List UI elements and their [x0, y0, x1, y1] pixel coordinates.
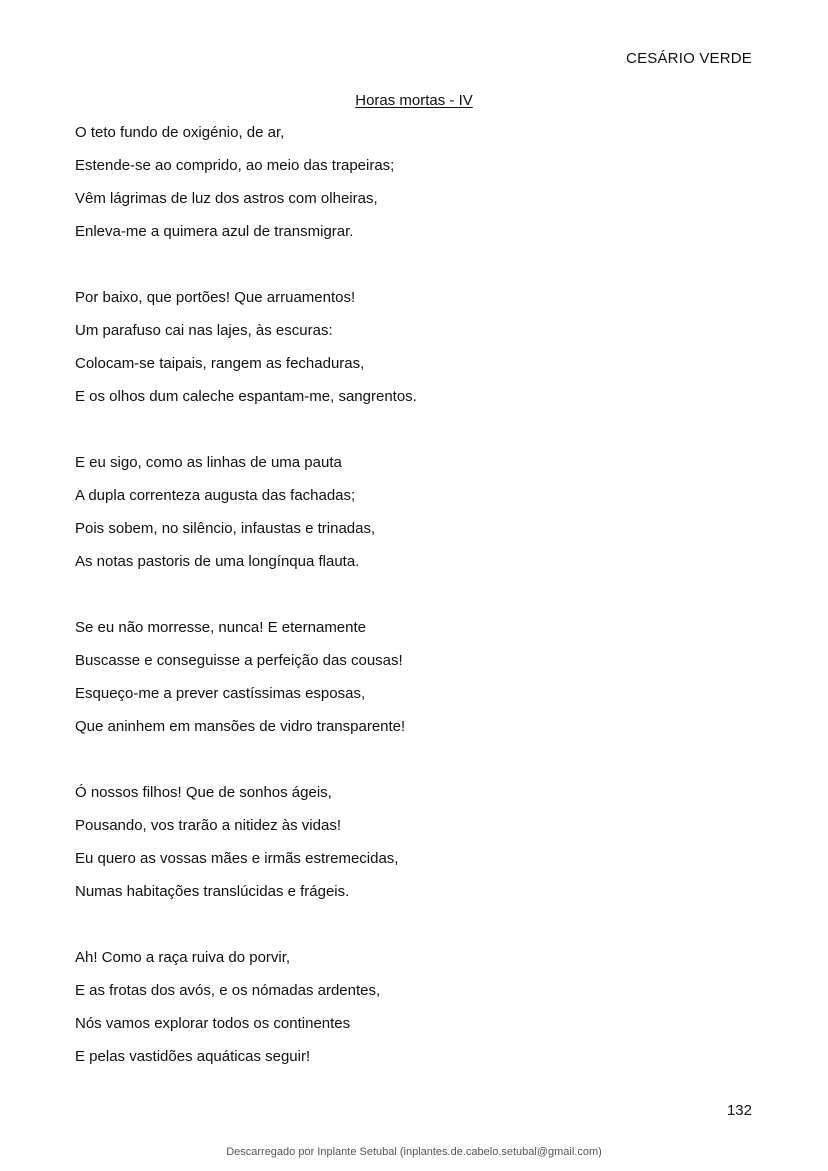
stanza-4 — [75, 617, 755, 749]
stanza-6 — [75, 947, 755, 1079]
verse-line: Colocam-se taipais, rangem as fechaduras, — [75, 355, 365, 372]
verse-line: E as frotas dos avós, e os nómadas ardentes, — [75, 982, 381, 999]
verse-line: Buscasse e conseguisse a perfeição das cousas! — [75, 652, 403, 669]
verse-line: Que aninhem em mansões de vidro transparente! — [75, 718, 406, 735]
verse-line: Por baixo, que portões! Que arruamentos! — [75, 289, 356, 306]
header-author: CESÁRIO VERDE — [626, 50, 752, 67]
verse-line: Pois sobem, no silêncio, infaustas e trinadas, — [75, 520, 376, 537]
verse-line: Se eu não morresse, nunca! E eternamente — [75, 619, 367, 636]
verse-line: Esqueço-me a prever castíssimas esposas, — [75, 685, 366, 702]
verse-line: Nós vamos explorar todos os continentes — [75, 1015, 351, 1032]
verse-line: E eu sigo, como as linhas de uma pauta — [75, 454, 342, 471]
verse-line: E os olhos dum caleche espantam-me, sangrentos. — [75, 388, 417, 405]
stanza-5 — [75, 782, 755, 914]
verse-line: Um parafuso cai nas lajes, às escuras: — [75, 322, 333, 339]
verse-line: Eu quero as vossas mães e irmãs estremecidas, — [75, 850, 399, 867]
verse-line: Ó nossos filhos! Que de sonhos ágeis, — [75, 784, 332, 801]
verse-line: Numas habitações translúcidas e frágeis. — [75, 883, 350, 900]
page-number: 132 — [726, 1102, 752, 1119]
verse-line: Pousando, vos trarão a nitidez às vidas! — [75, 817, 341, 834]
verse-line: As notas pastoris de uma longínqua flauta. — [75, 553, 360, 570]
stanza-2 — [75, 287, 755, 419]
download-attribution: Descarregado por Inplante Setubal (inplantes.de.cabelo.setubal@gmail.com) — [226, 1146, 602, 1158]
verse-line: Ah! Como a raça ruiva do porvir, — [75, 949, 291, 966]
poem-title: Horas mortas - IV — [355, 92, 473, 109]
poem-body — [75, 122, 755, 1112]
verse-line: Estende-se ao comprido, ao meio das trapeiras; — [75, 157, 395, 174]
verse-line: Vêm lágrimas de luz dos astros com olheiras, — [75, 190, 378, 207]
verse-line: A dupla correnteza augusta das fachadas; — [75, 487, 356, 504]
verse-line: O teto fundo de oxigénio, de ar, — [75, 124, 285, 141]
verse-line: Enleva-me a quimera azul de transmigrar. — [75, 223, 354, 240]
stanza-3 — [75, 452, 755, 584]
verse-line: E pelas vastidões aquáticas seguir! — [75, 1048, 311, 1065]
stanza-1 — [75, 122, 755, 254]
